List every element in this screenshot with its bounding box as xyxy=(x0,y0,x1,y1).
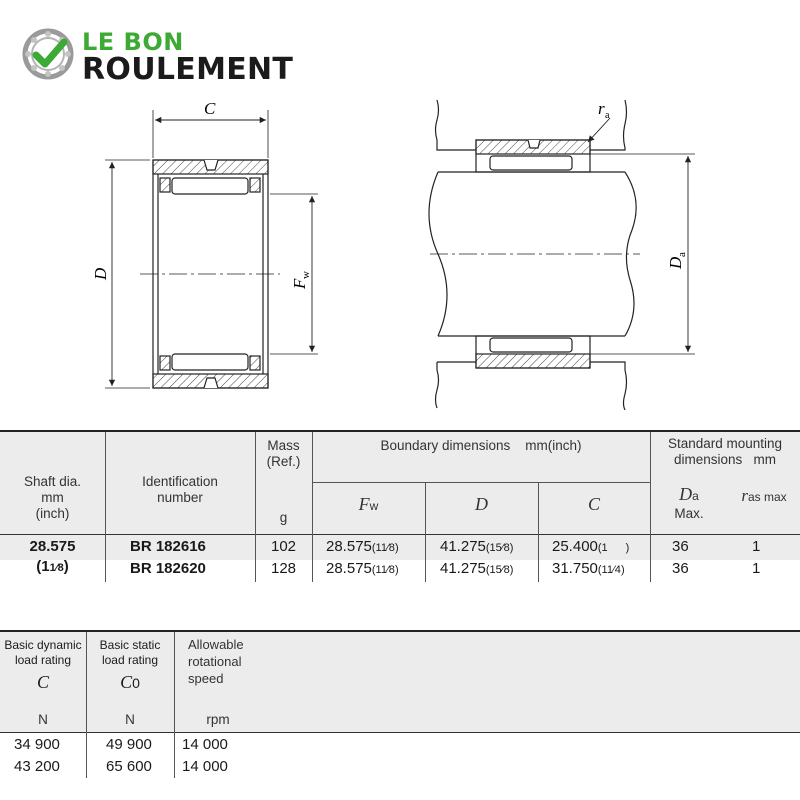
header-da: Da Max. xyxy=(674,484,704,521)
speed-value: 14 000 xyxy=(182,758,228,775)
dim-label-c: C xyxy=(204,99,216,118)
header-static-unit: N xyxy=(125,712,135,727)
c-value: 25.400(1 ) xyxy=(552,538,630,555)
logo-line-2: ROULEMENT xyxy=(82,52,294,87)
ident-number: BR 182620 xyxy=(130,560,206,577)
load-rating-table xyxy=(0,630,800,790)
dim-label-fw: F xyxy=(290,278,309,289)
header-mass: Mass (Ref.) xyxy=(266,438,301,469)
bearing-drawing xyxy=(0,90,800,410)
header-dynamic-symbol: C xyxy=(36,672,49,692)
shaft-dia-mm: 28.575 xyxy=(29,538,76,555)
dim-label-ra-sub: a xyxy=(605,110,610,121)
header-boundary: Boundary dimensions mm(inch) xyxy=(380,438,582,453)
ras-value: 1 xyxy=(752,560,761,577)
header-d: D xyxy=(475,494,488,514)
static-load-value: 65 600 xyxy=(106,758,152,775)
header-dynamic-unit: N xyxy=(38,712,48,727)
header-shaft-dia: Shaft dia. mm (inch) xyxy=(23,474,82,521)
dynamic-load-value: 34 900 xyxy=(14,736,60,753)
header-static-load: Basic static load rating xyxy=(99,638,161,667)
header-speed: Allowable rotational speed xyxy=(188,637,244,686)
fw-value: 28.575(11⁄8) xyxy=(326,560,399,577)
bearing-section-view xyxy=(105,110,318,388)
dim-label-fw-sub: w xyxy=(300,271,312,279)
brand-logo xyxy=(22,26,302,86)
d-value: 41.275(15⁄8) xyxy=(440,538,514,555)
dim-label-da: D xyxy=(666,256,685,269)
header-static-symbol: C0 xyxy=(120,672,140,692)
c-value: 31.750(11⁄4) xyxy=(552,560,625,577)
dim-label-d: D xyxy=(91,267,110,280)
header-identification: Identification number xyxy=(142,474,218,505)
header-dynamic-load: Basic dynamic load rating xyxy=(4,638,82,667)
bearing-check-icon xyxy=(22,28,74,80)
fw-value: 28.575(11⁄8) xyxy=(326,538,399,555)
dynamic-load-value: 43 200 xyxy=(14,758,60,775)
header-fw: Fw xyxy=(358,494,379,514)
header-ras-max: ras max xyxy=(741,486,787,505)
mounting-view xyxy=(429,100,695,410)
ident-number: BR 182616 xyxy=(130,538,206,555)
header-c: C xyxy=(587,494,600,514)
static-load-value: 49 900 xyxy=(106,736,152,753)
mass-value: 128 xyxy=(270,560,297,577)
ras-value: 1 xyxy=(752,538,761,555)
da-value: 36 xyxy=(672,538,689,555)
logo-line-1: LE BON xyxy=(82,28,184,56)
da-value: 36 xyxy=(672,560,689,577)
dim-label-da-sub: a xyxy=(676,252,688,257)
speed-value: 14 000 xyxy=(182,736,228,753)
mass-value: 102 xyxy=(270,538,297,555)
dim-label-ra: r xyxy=(598,99,605,118)
header-mounting: Standard mounting dimensions mm xyxy=(667,436,783,467)
header-speed-unit: rpm xyxy=(206,712,230,727)
d-value: 41.275(15⁄8) xyxy=(440,560,514,577)
header-mass-unit: g xyxy=(279,510,288,525)
dimensions-table xyxy=(0,430,800,590)
shaft-dia-inch: (11⁄8) xyxy=(36,558,69,575)
